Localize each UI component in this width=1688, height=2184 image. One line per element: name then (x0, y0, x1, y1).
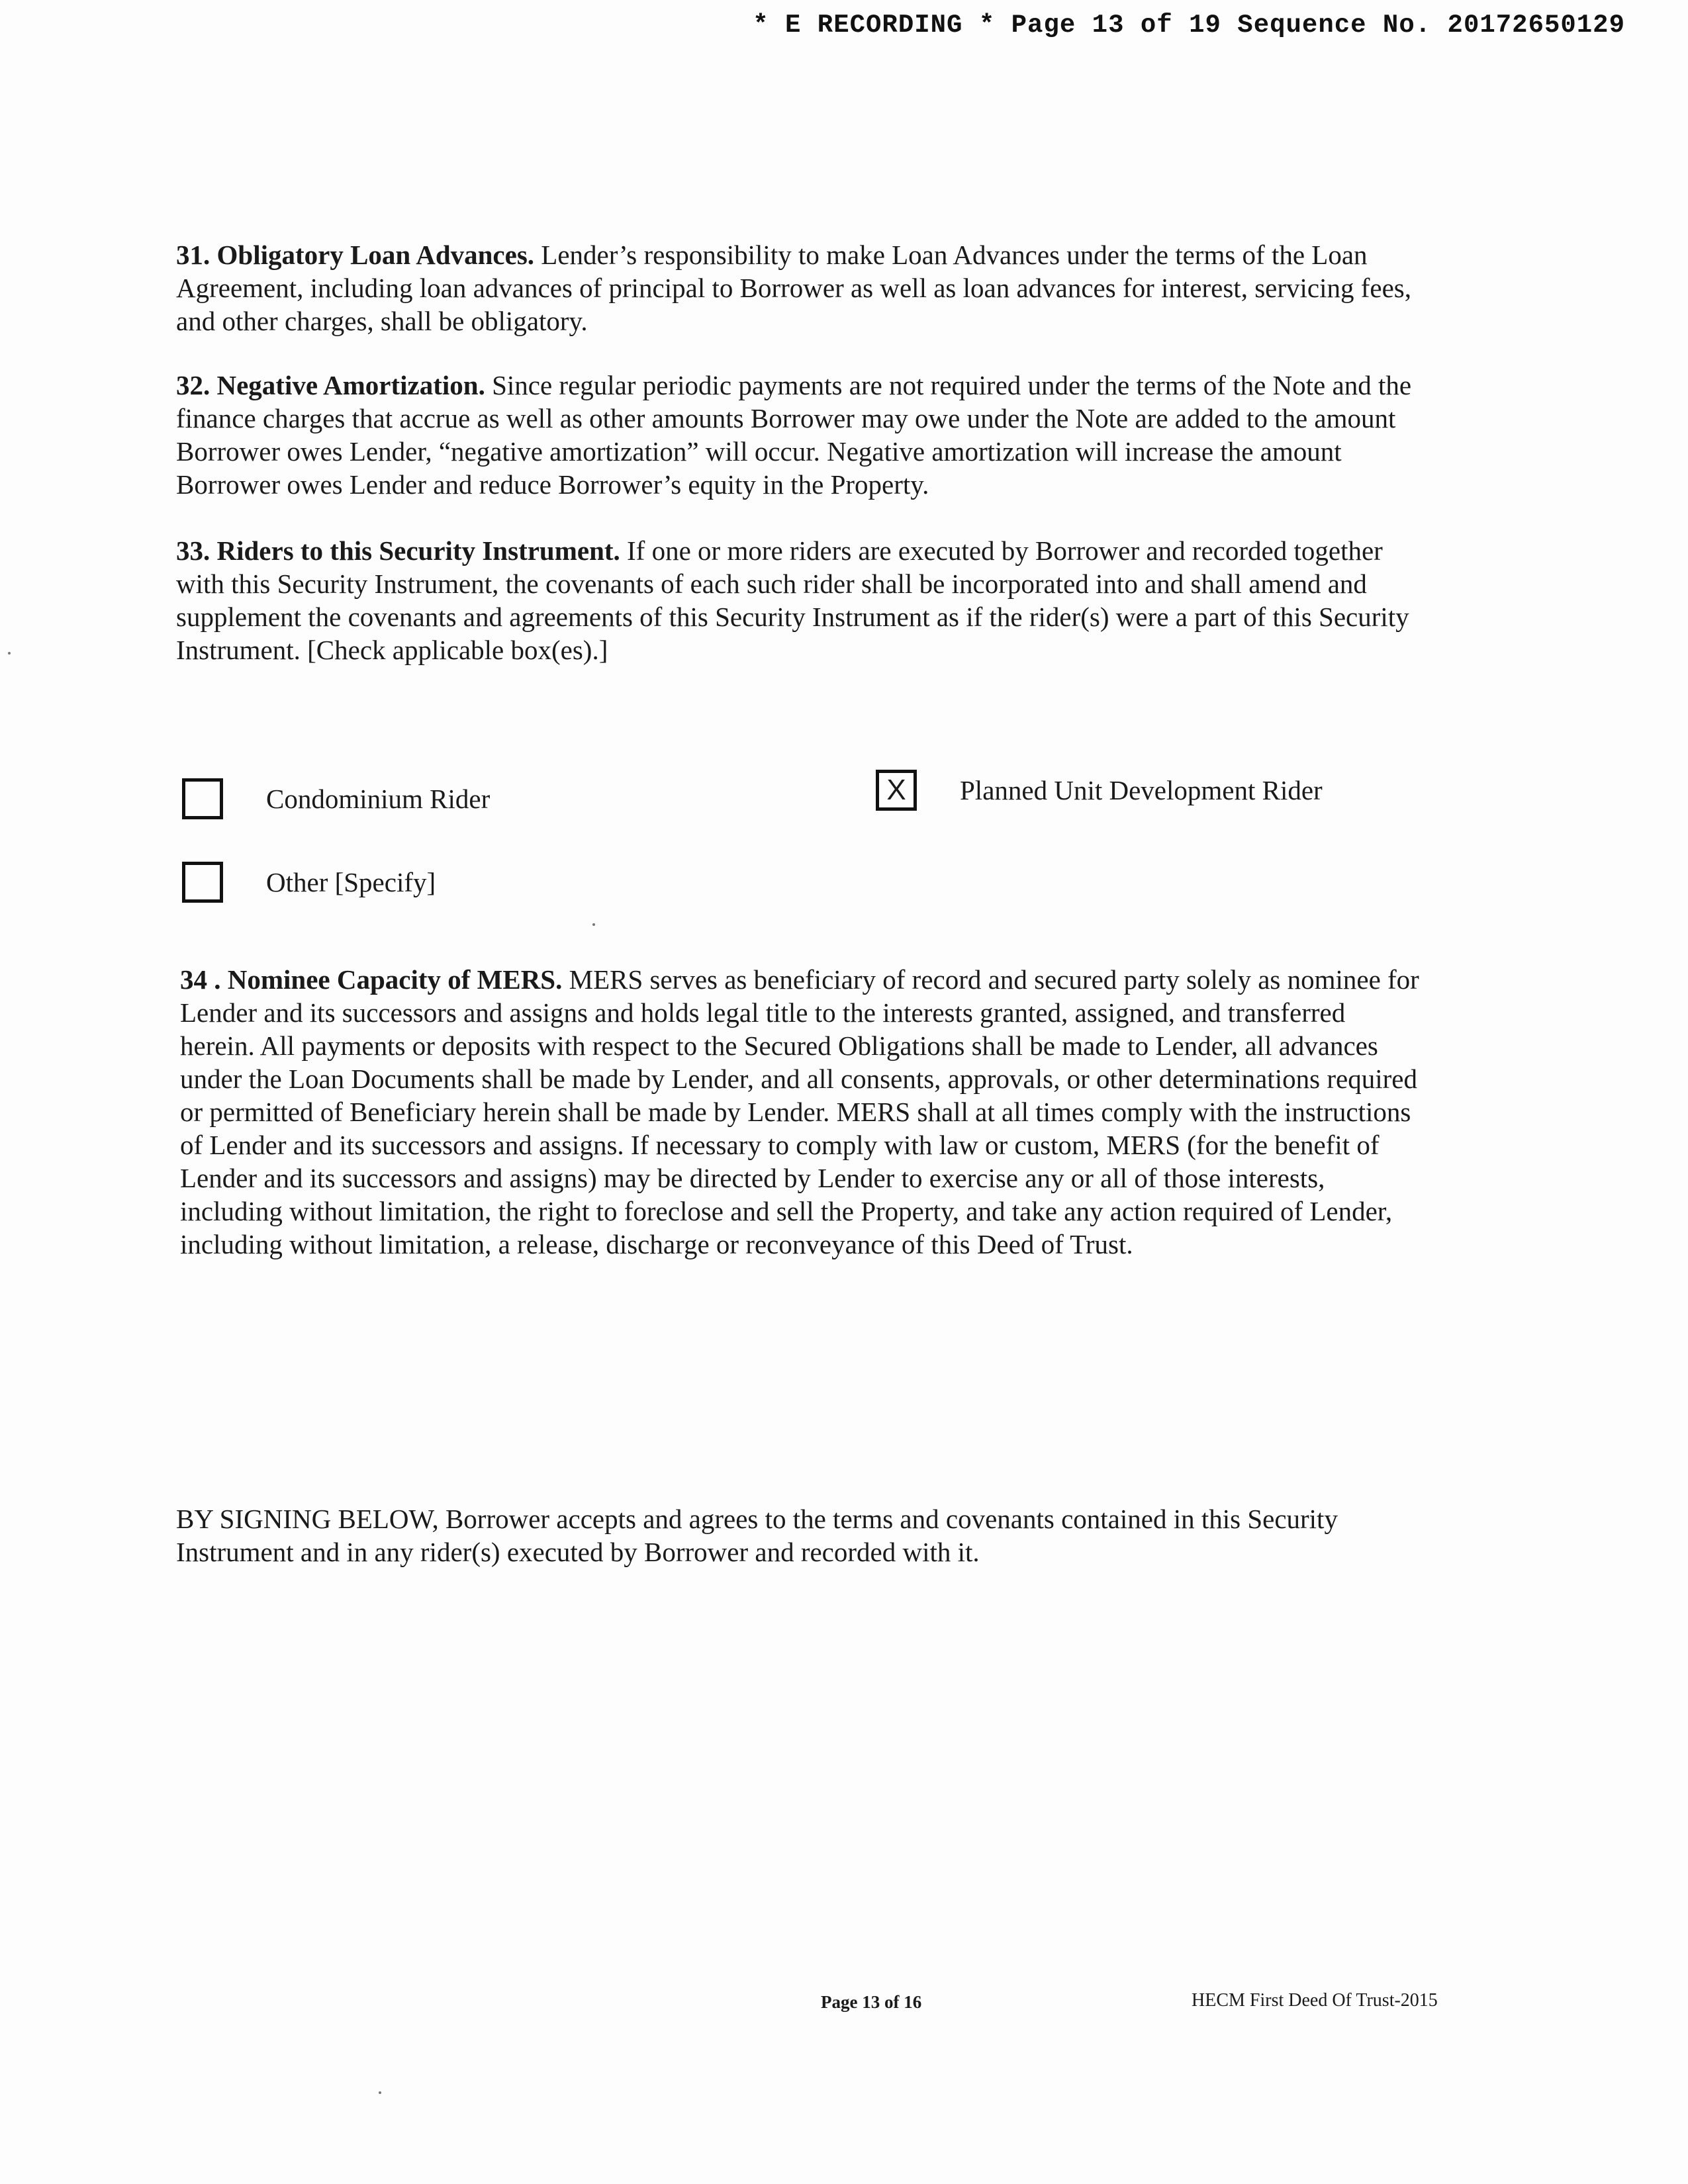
section-31 (176, 238, 1421, 338)
other-rider-label: Other [Specify] (266, 867, 436, 897)
section-32 (176, 369, 1421, 501)
rider-other (182, 862, 436, 903)
condominium-rider-label: Condominium Rider (266, 784, 491, 814)
recording-stamp: * E RECORDING * Page 13 of 19 Sequence No. 20172650129 (753, 11, 1625, 40)
pud-rider-checkbox[interactable]: X (876, 770, 917, 811)
form-name: HECM First Deed Of Trust-2015 (1192, 1990, 1438, 2011)
section-33-heading: 33. Riders to this Security Instrument. (176, 535, 620, 566)
page-number: Page 13 of 16 (821, 1992, 922, 2012)
section-31-text: Lender’s responsibility to make Loan Advances under the terms of the Loan Agreement, including loan advances of principal to Borrower as well as loan advances for interest, servicing fees, and other charges, shall be obligatory. (176, 240, 1411, 336)
pud-rider-label: Planned Unit Development Rider (960, 775, 1323, 805)
section-32-text: Since regular periodic payments are not required under the terms of the Note and the finance charges that accrue as well as other amounts Borrower may owe under the Note are added to the amount Borrower owes Lender, “negative amortization” will occur. Negative amortization will increase the amount Borrower owes Lender and reduce Borrower’s equity in the Property. (176, 370, 1412, 500)
signing-statement: BY SIGNING BELOW, Borrower accepts and agrees to the terms and covenants contained in this Security Instrument and in any rider(s) executed by Borrower and recorded with it. (176, 1504, 1338, 1567)
scan-speck (8, 652, 11, 655)
section-33 (176, 534, 1421, 666)
condominium-rider-checkbox[interactable] (182, 778, 223, 819)
other-rider-checkbox[interactable] (182, 862, 223, 903)
section-34-text: MERS serves as beneficiary of record and secured party solely as nominee for Lender and its successors and assigns and holds legal title to the interests granted, assigned, and transferred herein. All payments or deposits with respect to the Secured Obligations shall be made to Lender, all advances under the Loan Documents shall be made by Lender, and all consents, approvals, or other determinations required or permitted of Beneficiary herein shall be made by Lender. MERS shall at all times comply with the instructions of Lender and its successors and assigns. If necessary to comply with law or custom, MERS (for the benefit of Lender and its successors and assigns) may be directed by Lender to exercise any or all of those interests, including without limitation, the right to foreclose and sell the Property, and take any action required of Lender, including without limitation, a release, discharge or reconveyance of this Deed of Trust. (180, 964, 1419, 1259)
scan-speck (592, 923, 595, 926)
rider-condominium (182, 778, 490, 819)
scan-speck (379, 2091, 381, 2094)
section-34-heading: 34 . Nominee Capacity of MERS. (180, 964, 563, 995)
section-34 (180, 963, 1425, 1261)
section-31-heading: 31. Obligatory Loan Advances. (176, 240, 535, 270)
rider-planned-unit-development (876, 770, 1323, 811)
section-32-heading: 32. Negative Amortization. (176, 370, 485, 400)
section-33-text: If one or more riders are executed by Borrower and recorded together with this Security Instrument, the covenants of each such rider shall be incorporated into and shall amend and supplement the covenants and agreements of this Security Instrument as if the rider(s) were a part of this Security Instrument. [Check applicable box(es).] (176, 535, 1409, 665)
